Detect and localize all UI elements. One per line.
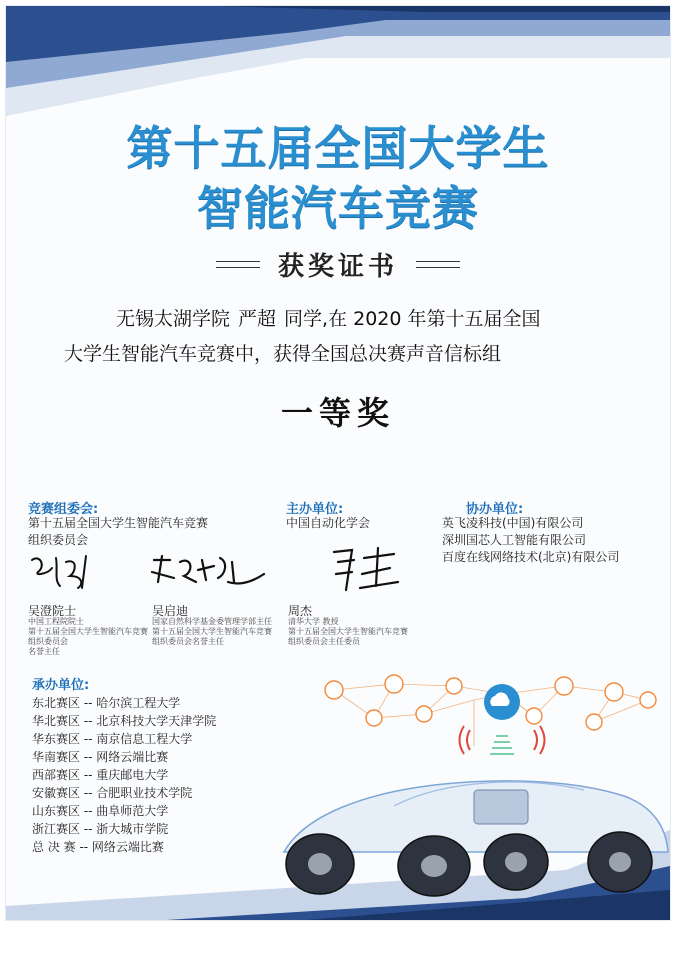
sponsor-text: 中国自动化学会 (286, 516, 371, 530)
signature-wu-cheng (26, 550, 106, 594)
award-text-line1 (116, 304, 541, 331)
list-item: 浙江赛区 -- 浙大城市学院 (32, 822, 169, 836)
signer-title (152, 617, 272, 647)
competition-title-line2: 智能汽车竞赛 (197, 181, 479, 235)
sponsor-heading: 主办单位: (286, 502, 344, 517)
list-item: 华东赛区 -- 南京信息工程大学 (32, 732, 193, 746)
recipient-name: 严超 (238, 308, 277, 330)
beam-icon (490, 736, 514, 754)
list-item: 华北赛区 -- 北京科技大学天津学院 (32, 714, 217, 728)
list-item: 西部赛区 -- 重庆邮电大学 (32, 768, 169, 782)
list-item: 东北赛区 -- 哈尔滨工程大学 (32, 696, 181, 710)
signer-title-line: 组织委员会 (28, 637, 68, 646)
car-icon (284, 781, 668, 896)
smart-car-illustration (274, 656, 670, 906)
divider-right (416, 261, 460, 268)
co-organizers-text (442, 515, 619, 566)
organizing-line: 第十五届全国大学生智能汽车竞赛 (28, 516, 209, 530)
award-text-line2: 大学生智能汽车竞赛中，获得全国总决赛声音信标组 (64, 343, 502, 365)
signer-title (28, 617, 148, 657)
co-organizers-heading: 协办单位: (466, 502, 524, 517)
award-text-line1-rest: 同学,在 2020 年第十五届全国 (284, 308, 541, 330)
signer-name: 周杰 (288, 604, 313, 618)
signer-title-line: 清华大学 教授 (288, 617, 339, 626)
list-item: 安徽赛区 -- 合肥职业技术学院 (32, 786, 193, 800)
organizing-text (28, 515, 208, 549)
signer-title-line: 国家自然科学基金委管理学部主任 (152, 617, 272, 626)
certificate (6, 6, 670, 920)
organizing-line: 组织委员会 (28, 533, 89, 547)
signer-title-line: 组织委员会名誉主任 (152, 637, 224, 646)
signer-title-line: 名誉主任 (28, 647, 60, 656)
cloud-icon (484, 684, 520, 720)
hosts-heading: 承办单位: (32, 678, 90, 693)
competition-title-line1: 第十五届全国大学生 (126, 121, 550, 175)
co-organizer-line: 百度在线网络技术(北京)有限公司 (442, 550, 620, 564)
signer-title-line: 组织委员会主任委员 (288, 637, 360, 646)
signature-zhou-jie (324, 544, 404, 596)
signer-name: 吴澄院士 (28, 604, 77, 618)
hosts-list (32, 694, 216, 856)
divider-left (216, 261, 260, 268)
signer-title-line: 第十五届全国大学生智能汽车竞赛 (152, 627, 272, 636)
signer-title-line: 第十五届全国大学生智能汽车竞赛 (28, 627, 148, 636)
signer-name: 吴启迪 (152, 604, 189, 618)
signer-title-line: 第十五届全国大学生智能汽车竞赛 (288, 627, 408, 636)
list-item: 山东赛区 -- 曲阜师范大学 (32, 804, 169, 818)
certificate-heading-row (6, 244, 670, 284)
school-name: 无锡太湖学院 (116, 308, 231, 330)
list-item: 总 决 赛 -- 网络云端比赛 (32, 840, 164, 854)
certificate-title: 获奖证书 (277, 251, 398, 282)
co-organizer-line: 深圳国芯人工智能有限公司 (442, 533, 587, 547)
list-item: 华南赛区 -- 网络云端比赛 (32, 750, 169, 764)
organizing-heading: 竞赛组委会: (28, 502, 99, 517)
prize-level: 一等奖 (280, 394, 395, 432)
co-organizer-line: 英飞凌科技(中国)有限公司 (442, 516, 584, 530)
signal-waves-icon (460, 726, 545, 754)
signature-wu-qidi (148, 552, 268, 592)
signer-title (288, 617, 408, 647)
signer-title-line: 中国工程院院士 (28, 617, 84, 626)
